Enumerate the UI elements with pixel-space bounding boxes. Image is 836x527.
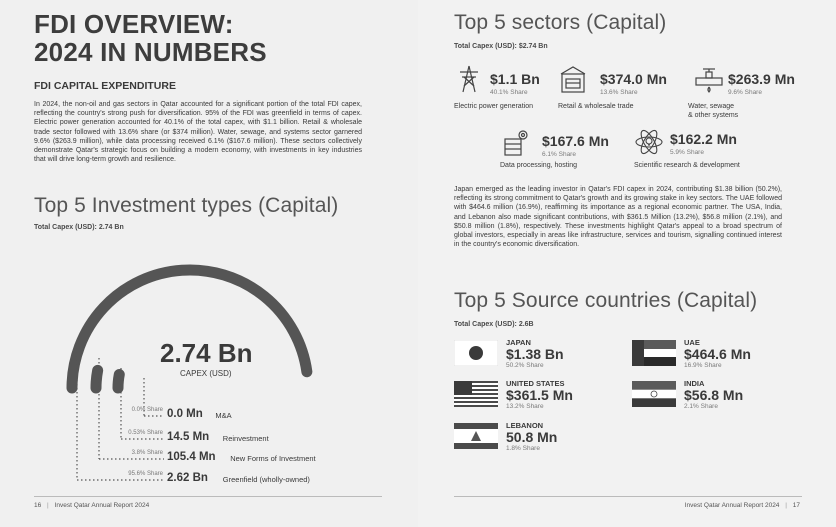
- sectors-subtitle: Total Capex (USD): $2.74 Bn: [454, 43, 548, 50]
- footer-separator: |: [785, 502, 787, 509]
- lightbulb-atom-icon: [634, 127, 664, 157]
- country-3-name: UNITED STATES: [506, 379, 565, 388]
- source-countries-paragraph: Japan emerged as the leading investor in Qatar's FDI capex in 2024, contributing $1.38 billion (50.2%), reflecting its strong commitment to Qatar's growth and its growing stake in key sectors. The UAE followed with $464.6 million (16.9%), reaffirming its importance as a regional economic partner. The USA, India, and Lebanon also made significant contributions, with $361.5 Million (13.2%), $56.8 million (2.1%), and $50.8 million (1.8%), respectively. These investments highlight Qatar's appeal to a broad spectrum of global investors, especially in areas like infrastructure, services and tourism, signalling continued interest in the country's economic diversification.: [454, 186, 782, 249]
- investment-share-0: 0.0% Share: [131, 407, 163, 413]
- page-title-line1: FDI OVERVIEW:: [34, 9, 234, 39]
- country-5-share: 1.8% Share: [506, 445, 540, 452]
- page-title-line2: 2024 IN NUMBERS: [34, 37, 267, 67]
- sector-2-value: $374.0 Mn: [600, 71, 667, 87]
- countries-title: Top 5 Source countries (Capital): [454, 289, 758, 312]
- footer-divider: [454, 496, 802, 497]
- countries-subtitle: Total Capex (USD): 2.6B: [454, 321, 534, 328]
- sectors-title: Top 5 sectors (Capital): [454, 11, 667, 34]
- investment-label-3: Greenfield (wholly-owned): [222, 475, 310, 484]
- investment-share-3: 95.6% Share: [128, 471, 163, 477]
- footer-page-number: 17: [792, 502, 800, 509]
- investment-arc-2: [96, 370, 98, 388]
- sector-1-share: 40.1% Share: [490, 89, 528, 96]
- sector-4-share: 6.1% Share: [542, 151, 576, 158]
- footer-report-name: Invest Qatar Annual Report 2024: [684, 502, 780, 509]
- right-page: [418, 0, 836, 527]
- investment-label-2: New Forms of Investment: [230, 454, 316, 463]
- investment-value-3: 2.62 Bn: [167, 472, 208, 484]
- uae-flag: [632, 340, 676, 366]
- investment-types-subtitle: Total Capex (USD): 2.74 Bn: [34, 224, 124, 231]
- sector-2-share: 13.6% Share: [600, 89, 638, 96]
- sector-card-4: [502, 127, 622, 167]
- sector-5-value: $162.2 Mn: [670, 131, 737, 147]
- country-2-value: $464.6 Mn: [684, 346, 751, 362]
- country-1-name: JAPAN: [506, 338, 531, 347]
- store-icon: [558, 64, 588, 94]
- leader-lines: [77, 348, 164, 480]
- investment-arc-1: [118, 375, 119, 388]
- footer-right: [685, 502, 800, 509]
- usa-flag: [454, 381, 498, 407]
- footer-divider: [34, 496, 382, 497]
- sector-3-label: [688, 103, 738, 120]
- investment-label-0: M&A: [215, 411, 232, 420]
- power-tower-icon: [454, 64, 484, 94]
- investment-value-0: 0.0 Mn: [167, 408, 203, 420]
- pipe-valve-icon: [694, 64, 724, 94]
- sector-3-label-line1: Water, sewage: [688, 103, 735, 110]
- investment-value-2: 105.4 Mn: [167, 451, 216, 463]
- country-2-share: 16.9% Share: [684, 362, 722, 369]
- footer-report-name: Invest Qatar Annual Report 2024: [54, 502, 150, 509]
- sector-3-share: 9.6% Share: [728, 89, 762, 96]
- center-capex-label: CAPEX (USD): [180, 369, 232, 378]
- investment-value-1: 14.5 Mn: [167, 431, 210, 443]
- investment-share-2: 3.8% Share: [131, 450, 163, 456]
- country-5-value: 50.8 Mn: [506, 429, 558, 445]
- country-4-value: $56.8 Mn: [684, 387, 744, 403]
- investment-types-title: Top 5 Investment types (Capital): [34, 194, 339, 217]
- country-4-share: 2.1% Share: [684, 403, 718, 410]
- sector-4-value: $167.6 Mn: [542, 133, 609, 149]
- section-heading: FDI CAPITAL EXPENDITURE: [34, 80, 176, 92]
- india-flag: [632, 381, 676, 407]
- sector-4-label: Data processing, hosting: [500, 162, 578, 169]
- investment-label-1: Reinvestment: [222, 434, 269, 443]
- sector-3-label-line2: & other systems: [688, 111, 739, 119]
- footer-separator: |: [47, 502, 49, 509]
- footer-left: [34, 502, 149, 509]
- center-capex-value: 2.74 Bn: [160, 338, 253, 368]
- country-3-value: $361.5 Mn: [506, 387, 573, 403]
- country-2-name: UAE: [684, 338, 700, 347]
- sector-5-share: 5.9% Share: [670, 149, 704, 156]
- sector-5-label: Scientific research & development: [634, 162, 740, 169]
- sector-2-label: Retail & wholesale trade: [558, 103, 634, 110]
- lebanon-flag: [454, 423, 498, 449]
- country-5-name: LEBANON: [506, 421, 544, 430]
- investment-share-1: 0.53% Share: [128, 430, 163, 436]
- country-1-share: 50.2% Share: [506, 362, 544, 369]
- country-1-value: $1.38 Bn: [506, 346, 564, 362]
- country-3-share: 13.2% Share: [506, 403, 544, 410]
- sector-3-value: $263.9 Mn: [728, 71, 795, 87]
- sector-1-value: $1.1 Bn: [490, 71, 540, 87]
- sector-1-label: Electric power generation: [454, 103, 533, 110]
- sector-card-5: [634, 127, 774, 167]
- fdi-paragraph: In 2024, the non-oil and gas sectors in Qatar accounted for a significant portion of the total FDI capex, reflecting the country's strong push for diversification. 95% of the FDI was greenfield in terms of capex. Electric power generation accounted for 40.1% of the total capex, with $1.1 billion. Retail & wholesale trade sector followed with 13.6% share (or $374 million). Water, sewage, and systems sector garnered 9.6% ($263.9 million), while data processing received 6.1% ($167.6 million). These sectors collectively demonstrate Qatar's strategic focus on building a modern economy, with investments in key industries that will drive long-term growth and resilience.: [34, 101, 362, 164]
- server-gear-icon: [502, 127, 532, 157]
- japan-flag: [454, 340, 498, 366]
- country-4-name: INDIA: [684, 379, 705, 388]
- footer-page-number: 16: [34, 502, 42, 509]
